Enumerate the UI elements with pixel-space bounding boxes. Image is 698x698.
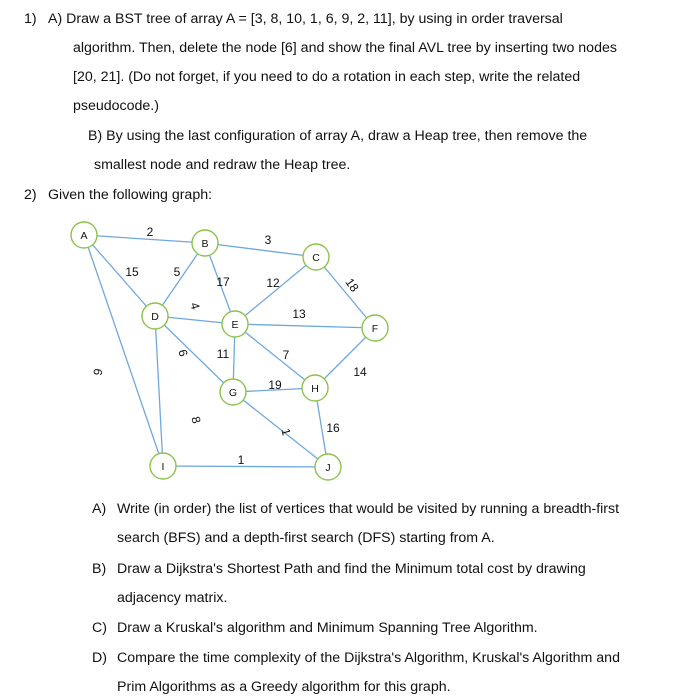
edge-weight-d-e: 4: [187, 300, 203, 312]
task-c-line-1: Draw a Kruskal's algorithm and Minimum Spanning Tree Algorithm.: [117, 620, 538, 636]
edge-a-d: [84, 235, 155, 316]
node-label-c: C: [312, 252, 320, 264]
task-c-label: C): [92, 620, 107, 636]
edge-a-b: [84, 235, 205, 243]
edge-a-i: [84, 235, 163, 466]
task-b-label: B): [92, 561, 107, 577]
task-a-line-1: Write (in order) the list of vertices that would be visited by running a breadth-first: [117, 501, 620, 517]
task-b-line-1: Draw a Dijkstra's Shortest Path and find the Minimum total cost by drawing: [117, 561, 586, 577]
node-a: [71, 222, 97, 248]
node-h: [302, 375, 328, 401]
edge-i-j: [163, 466, 328, 467]
node-f: [362, 315, 388, 341]
edge-weight-d-i: 8: [188, 414, 204, 426]
edge-b-c: [205, 243, 316, 257]
edge-weight-a-i: 9: [90, 367, 106, 377]
edge-weight-g-j: 1: [278, 426, 294, 438]
q1-number: 1): [24, 11, 37, 27]
q1-b-line-2: smallest node and redraw the Heap tree.: [94, 157, 351, 173]
q2-number: 2): [24, 187, 37, 203]
edge-weight-c-f: 18: [342, 275, 362, 295]
edge-c-f: [316, 257, 375, 328]
node-label-i: I: [161, 461, 165, 473]
node-label-b: B: [201, 238, 209, 250]
edge-weight-a-b: 2: [146, 225, 154, 239]
edge-weight-d-g: 6: [175, 347, 191, 359]
q1-a-line-1: A) Draw a BST tree of array A = [3, 8, 10, 1, 6, 9, 2, 11], by using in order traversal: [48, 11, 563, 27]
node-label-f: F: [371, 323, 379, 335]
node-label-h: H: [311, 383, 319, 395]
edge-weight-e-f: 13: [292, 307, 306, 321]
q2-intro: Given the following graph:: [48, 187, 213, 203]
node-label-a: A: [80, 230, 88, 242]
edge-weight-e-h: 7: [282, 348, 290, 362]
task-a-line-2: search (BFS) and a depth-first search (DFS) starting from A.: [117, 530, 495, 546]
q1-a-line-4: pseudocode.): [73, 98, 159, 114]
edge-weight-c-e: 12: [266, 276, 280, 290]
edge-weight-b-e: 17: [216, 275, 230, 289]
edge-d-i: [155, 316, 163, 466]
node-e: [222, 311, 248, 337]
edge-weight-i-j: 1: [237, 453, 245, 467]
edge-weight-a-d: 15: [125, 265, 139, 279]
task-a-label: A): [92, 501, 107, 517]
node-label-g: G: [228, 387, 238, 399]
node-label-d: D: [151, 311, 159, 323]
node-c: [303, 244, 329, 270]
node-label-e: E: [231, 319, 239, 331]
task-b-line-2: adjacency matrix.: [117, 590, 228, 606]
task-d-line-2: Prim Algorithms as a Greedy algorithm for this graph.: [117, 679, 451, 695]
task-d-line-1: Compare the time complexity of the Dijkstra's Algorithm, Kruskal's Algorithm and: [117, 650, 620, 666]
node-label-j: J: [325, 462, 331, 474]
q1-a-line-2: algorithm. Then, delete the node [6] and show the final AVL tree by inserting two nodes: [73, 40, 617, 56]
node-i: [150, 453, 176, 479]
edge-weight-b-c: 3: [264, 233, 272, 247]
task-d-label: D): [92, 650, 107, 666]
q1-b-line-1: B) By using the last configuration of array A, draw a Heap tree, then remove the: [88, 128, 588, 144]
q1-a-line-3: [20, 21]. (Do not forget, if you need to do a rotation in each step, write the related: [73, 69, 581, 85]
node-g: [220, 379, 246, 405]
edge-weight-e-g: 11: [216, 347, 230, 361]
edge-e-f: [235, 324, 375, 328]
edge-weight-g-h: 19: [268, 378, 282, 392]
node-d: [142, 303, 168, 329]
node-j: [315, 454, 341, 480]
edge-weight-h-j: 16: [326, 421, 340, 435]
edge-weight-b-d: 5: [173, 265, 181, 279]
edge-weight-f-h: 14: [353, 365, 367, 379]
node-b: [192, 230, 218, 256]
